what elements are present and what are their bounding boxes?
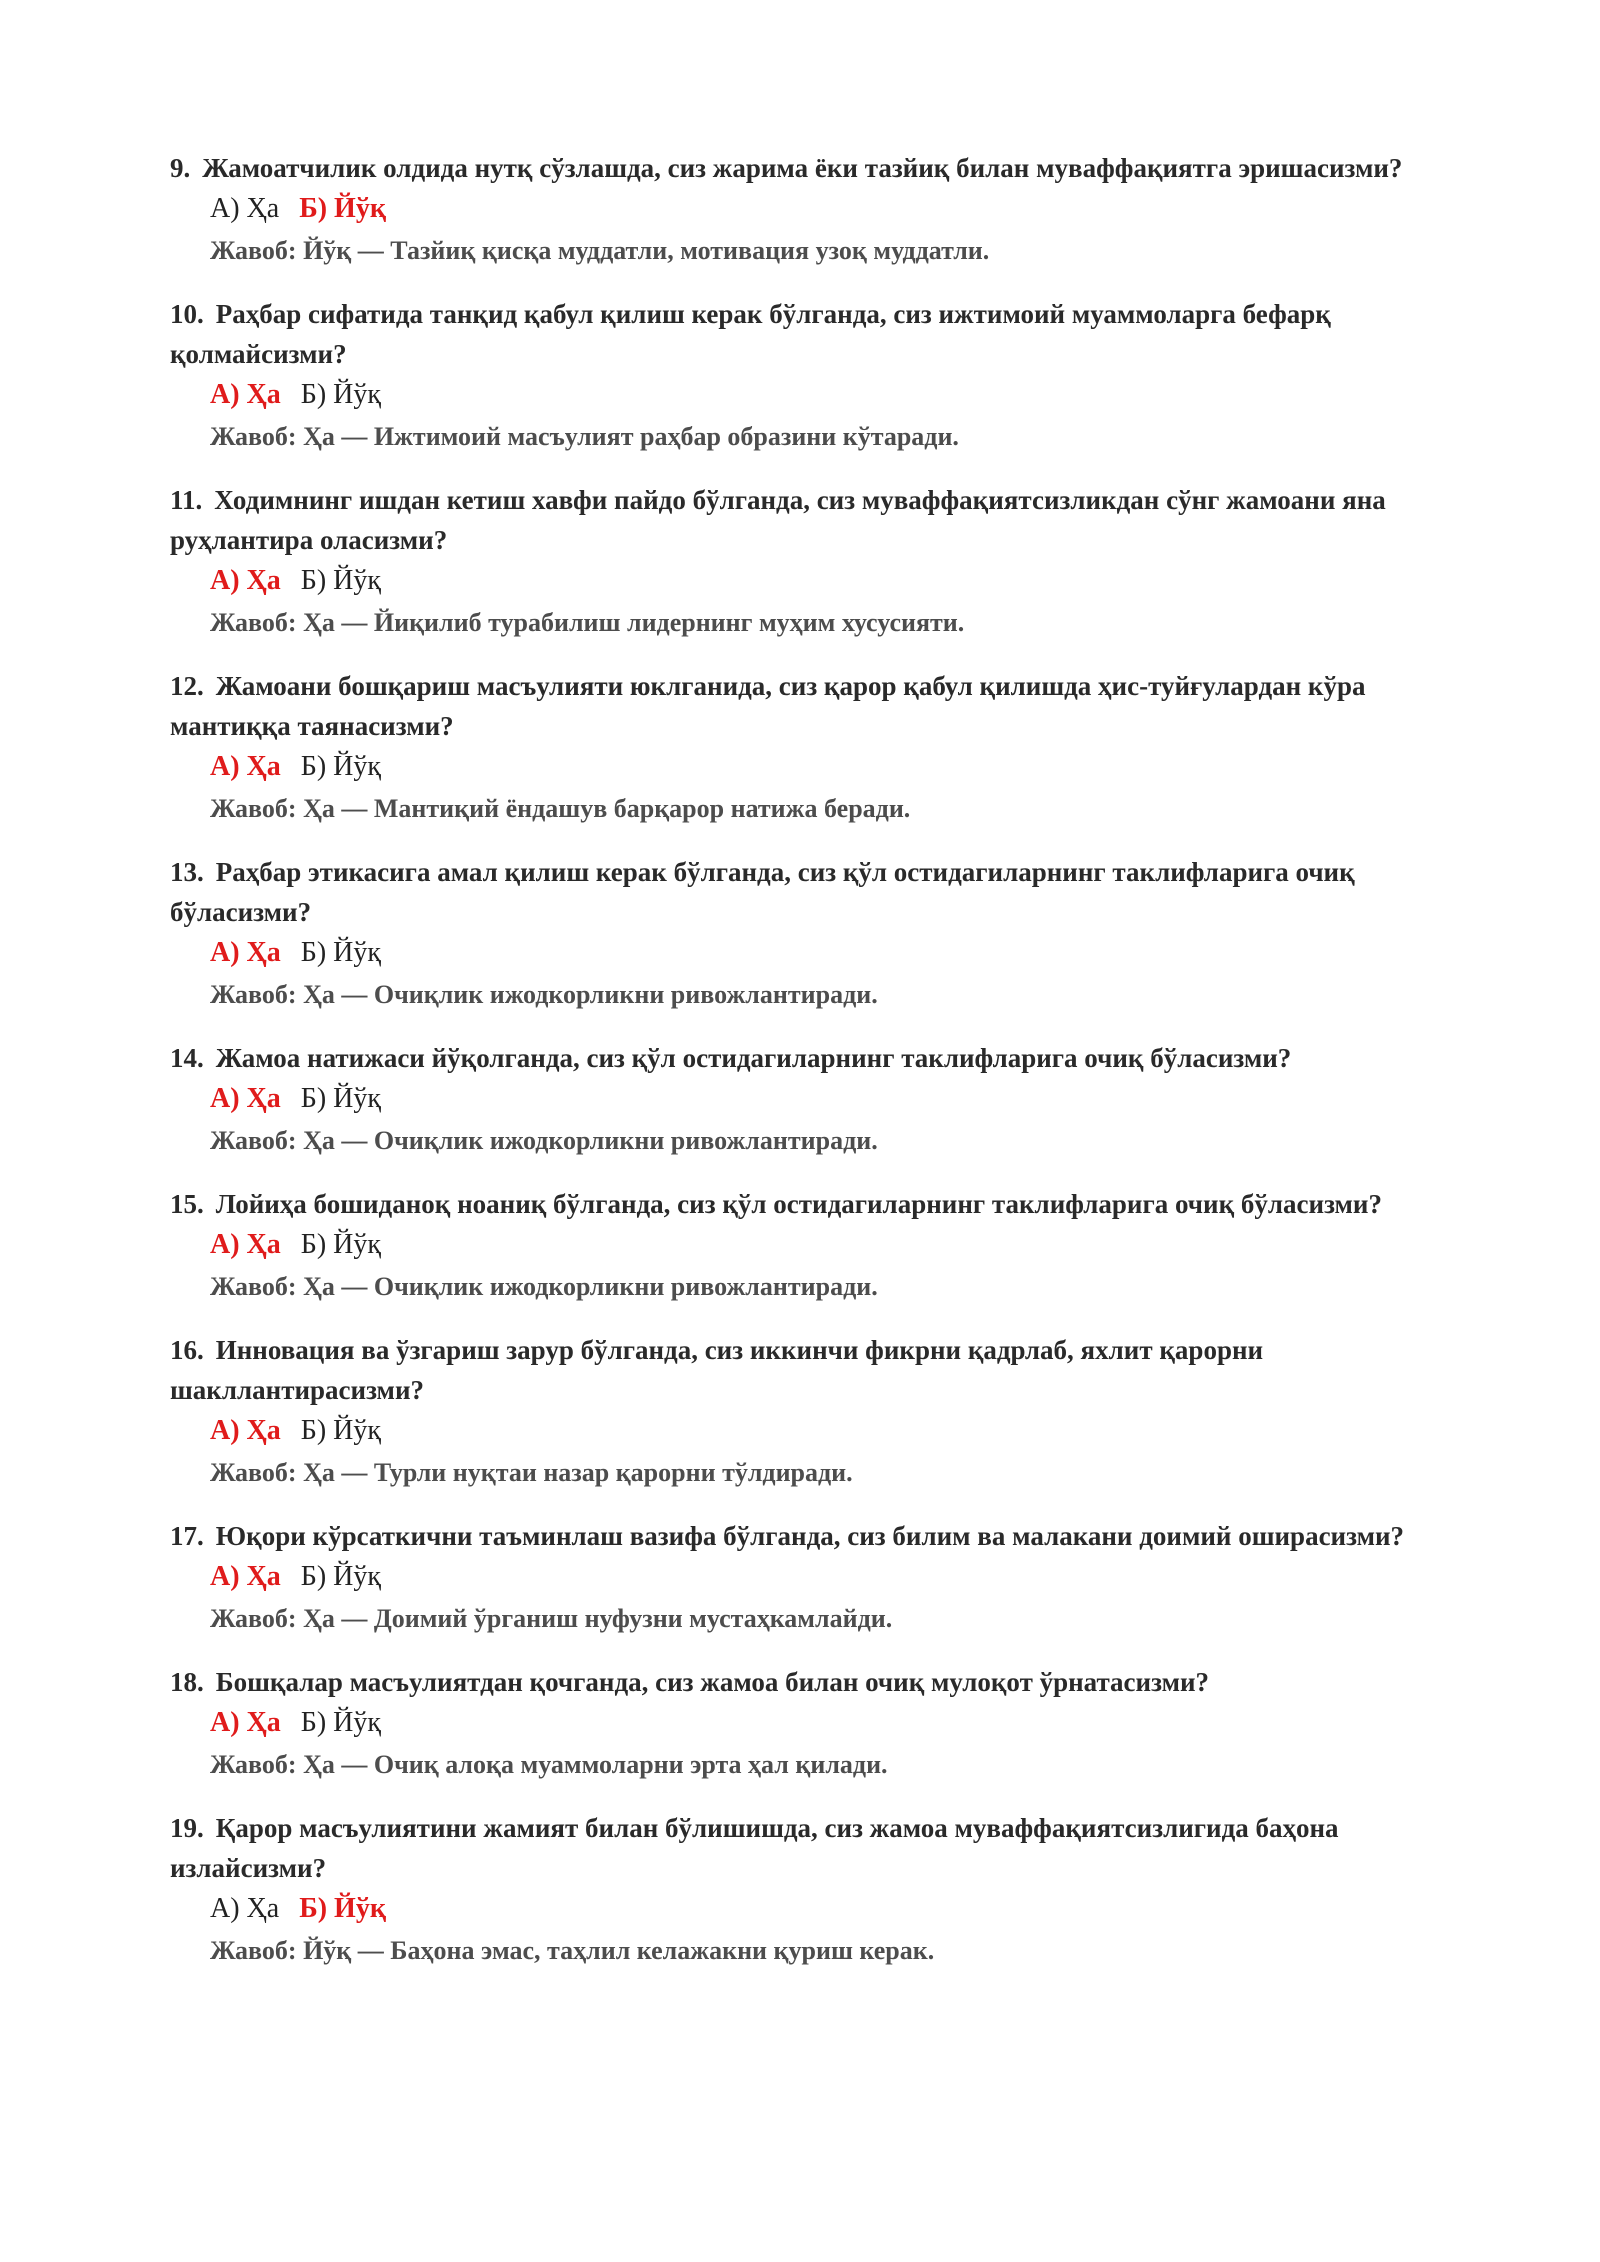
answer-text: Жавоб: Ҳа — Ижтимоий масъулият раҳбар образини кўтаради. bbox=[210, 422, 959, 451]
question-block bbox=[170, 1808, 1440, 1972]
options-row bbox=[210, 1702, 1440, 1744]
option-a: А) Ҳа bbox=[210, 1707, 281, 1738]
option-b: Б) Йўқ bbox=[299, 1893, 386, 1924]
options-row bbox=[210, 746, 1440, 788]
question-text bbox=[170, 852, 1440, 932]
option-b: Б) Йўқ bbox=[300, 1707, 381, 1738]
question-label: Жамоа натижаси йўқолганда, сиз қўл остидагиларнинг таклифларига очиқ бўласизми? bbox=[215, 1043, 1292, 1073]
document-page bbox=[170, 148, 1440, 1994]
option-b: Б) Йўқ bbox=[300, 1229, 381, 1260]
question-block bbox=[170, 294, 1440, 458]
answer-text: Жавоб: Йўқ — Тазйиқ қисқа муддатли, мотивация узоқ муддатли. bbox=[210, 236, 990, 265]
question-text bbox=[170, 1330, 1440, 1410]
question-text bbox=[170, 1184, 1440, 1224]
question-label: Раҳбар сифатида танқид қабул қилиш керак бўлганда, сиз ижтимоий муаммоларга бефарқ қолмайсизми? bbox=[170, 299, 1331, 369]
options-row bbox=[210, 1078, 1440, 1120]
question-block bbox=[170, 480, 1440, 644]
question-label: Раҳбар этикасига амал қилиш керак бўлганда, сиз қўл остидагиларнинг таклифларига очиқ бўласизми? bbox=[170, 857, 1355, 927]
options-row bbox=[210, 188, 1440, 230]
option-a: А) Ҳа bbox=[210, 1229, 281, 1260]
answer-text: Жавоб: Ҳа — Очиқлик ижодкорликни ривожлантиради. bbox=[210, 980, 878, 1009]
option-b: Б) Йўқ bbox=[300, 1083, 381, 1114]
answer-text: Жавоб: Йўқ — Баҳона эмас, таҳлил келажакни қуриш керак. bbox=[210, 1936, 935, 1965]
option-a: А) Ҳа bbox=[210, 1415, 281, 1446]
options-row bbox=[210, 932, 1440, 974]
question-number: 19. bbox=[170, 1813, 204, 1843]
option-b: Б) Йўқ bbox=[300, 379, 381, 410]
question-block bbox=[170, 666, 1440, 830]
question-number: 9. bbox=[170, 153, 191, 183]
question-block bbox=[170, 148, 1440, 272]
question-label: Инновация ва ўзгариш зарур бўлганда, сиз иккинчи фикрни қадрлаб, яхлит қарорни шакллантирасизми? bbox=[170, 1335, 1264, 1405]
question-text bbox=[170, 294, 1440, 374]
option-a: А) Ҳа bbox=[210, 1083, 281, 1114]
options-row bbox=[210, 374, 1440, 416]
question-block bbox=[170, 1516, 1440, 1640]
option-a: А) Ҳа bbox=[210, 193, 280, 224]
question-text bbox=[170, 148, 1440, 188]
answer-text: Жавоб: Ҳа — Доимий ўрганиш нуфузни мустаҳкамлайди. bbox=[210, 1604, 893, 1633]
option-b: Б) Йўқ bbox=[299, 193, 386, 224]
question-label: Жамоани бошқариш масъулияти юклганида, сиз қарор қабул қилишда ҳис-туйғулардан кўра мантиққа таянасизми? bbox=[170, 671, 1366, 741]
answer-text: Жавоб: Ҳа — Очиқлик ижодкорликни ривожлантиради. bbox=[210, 1272, 878, 1301]
question-number: 16. bbox=[170, 1335, 204, 1365]
question-block bbox=[170, 1330, 1440, 1494]
options-row bbox=[210, 1224, 1440, 1266]
options-row bbox=[210, 1410, 1440, 1452]
question-text bbox=[170, 480, 1440, 560]
question-number: 12. bbox=[170, 671, 204, 701]
answer-text: Жавоб: Ҳа — Очиқ алоқа муаммоларни эрта ҳал қилади. bbox=[210, 1750, 888, 1779]
question-label: Қарор масъулиятини жамият билан бўлишишда, сиз жамоа муваффақиятсизлигида баҳона излайсизми? bbox=[170, 1813, 1339, 1883]
answer-text: Жавоб: Ҳа — Мантиқий ёндашув барқарор натижа беради. bbox=[210, 794, 911, 823]
option-b: Б) Йўқ bbox=[300, 1561, 381, 1592]
question-label: Лойиҳа бошиданоқ ноаниқ бўлганда, сиз қўл остидагиларнинг таклифларига очиқ бўласизми? bbox=[215, 1189, 1382, 1219]
question-number: 17. bbox=[170, 1521, 204, 1551]
options-row bbox=[210, 560, 1440, 602]
answer-text: Жавоб: Ҳа — Йиқилиб турабилиш лидернинг муҳим хусусияти. bbox=[210, 608, 965, 637]
question-text bbox=[170, 666, 1440, 746]
question-number: 13. bbox=[170, 857, 204, 887]
option-a: А) Ҳа bbox=[210, 937, 281, 968]
question-block bbox=[170, 1662, 1440, 1786]
question-label: Бошқалар масъулиятдан қочганда, сиз жамоа билан очиқ мулоқот ўрнатасизми? bbox=[215, 1667, 1210, 1697]
question-number: 14. bbox=[170, 1043, 204, 1073]
question-block bbox=[170, 1184, 1440, 1308]
question-label: Ходимнинг ишдан кетиш хавфи пайдо бўлганда, сиз муваффақиятсизликдан сўнг жамоани яна руҳлантира оласизми? bbox=[170, 485, 1386, 555]
option-a: А) Ҳа bbox=[210, 751, 281, 782]
question-text bbox=[170, 1662, 1440, 1702]
option-a: А) Ҳа bbox=[210, 1893, 280, 1924]
option-b: Б) Йўқ bbox=[300, 1415, 381, 1446]
question-number: 10. bbox=[170, 299, 204, 329]
question-text bbox=[170, 1038, 1440, 1078]
option-a: А) Ҳа bbox=[210, 1561, 281, 1592]
question-text bbox=[170, 1808, 1440, 1888]
option-b: Б) Йўқ bbox=[300, 751, 381, 782]
question-label: Жамоатчилик олдида нутқ сўзлашда, сиз жарима ёки тазйиқ билан муваффақиятга эришасизми? bbox=[202, 153, 1403, 183]
question-block bbox=[170, 852, 1440, 1016]
question-number: 11. bbox=[170, 485, 203, 515]
option-b: Б) Йўқ bbox=[300, 937, 381, 968]
answer-text: Жавоб: Ҳа — Турли нуқтаи назар қарорни тўлдиради. bbox=[210, 1458, 853, 1487]
options-row bbox=[210, 1556, 1440, 1598]
option-a: А) Ҳа bbox=[210, 565, 281, 596]
option-a: А) Ҳа bbox=[210, 379, 281, 410]
option-b: Б) Йўқ bbox=[300, 565, 381, 596]
question-text bbox=[170, 1516, 1440, 1556]
options-row bbox=[210, 1888, 1440, 1930]
question-block bbox=[170, 1038, 1440, 1162]
answer-text: Жавоб: Ҳа — Очиқлик ижодкорликни ривожлантиради. bbox=[210, 1126, 878, 1155]
question-label: Юқори кўрсаткични таъминлаш вазифа бўлганда, сиз билим ва малакани доимий оширасизми? bbox=[215, 1521, 1405, 1551]
question-number: 18. bbox=[170, 1667, 204, 1697]
question-number: 15. bbox=[170, 1189, 204, 1219]
